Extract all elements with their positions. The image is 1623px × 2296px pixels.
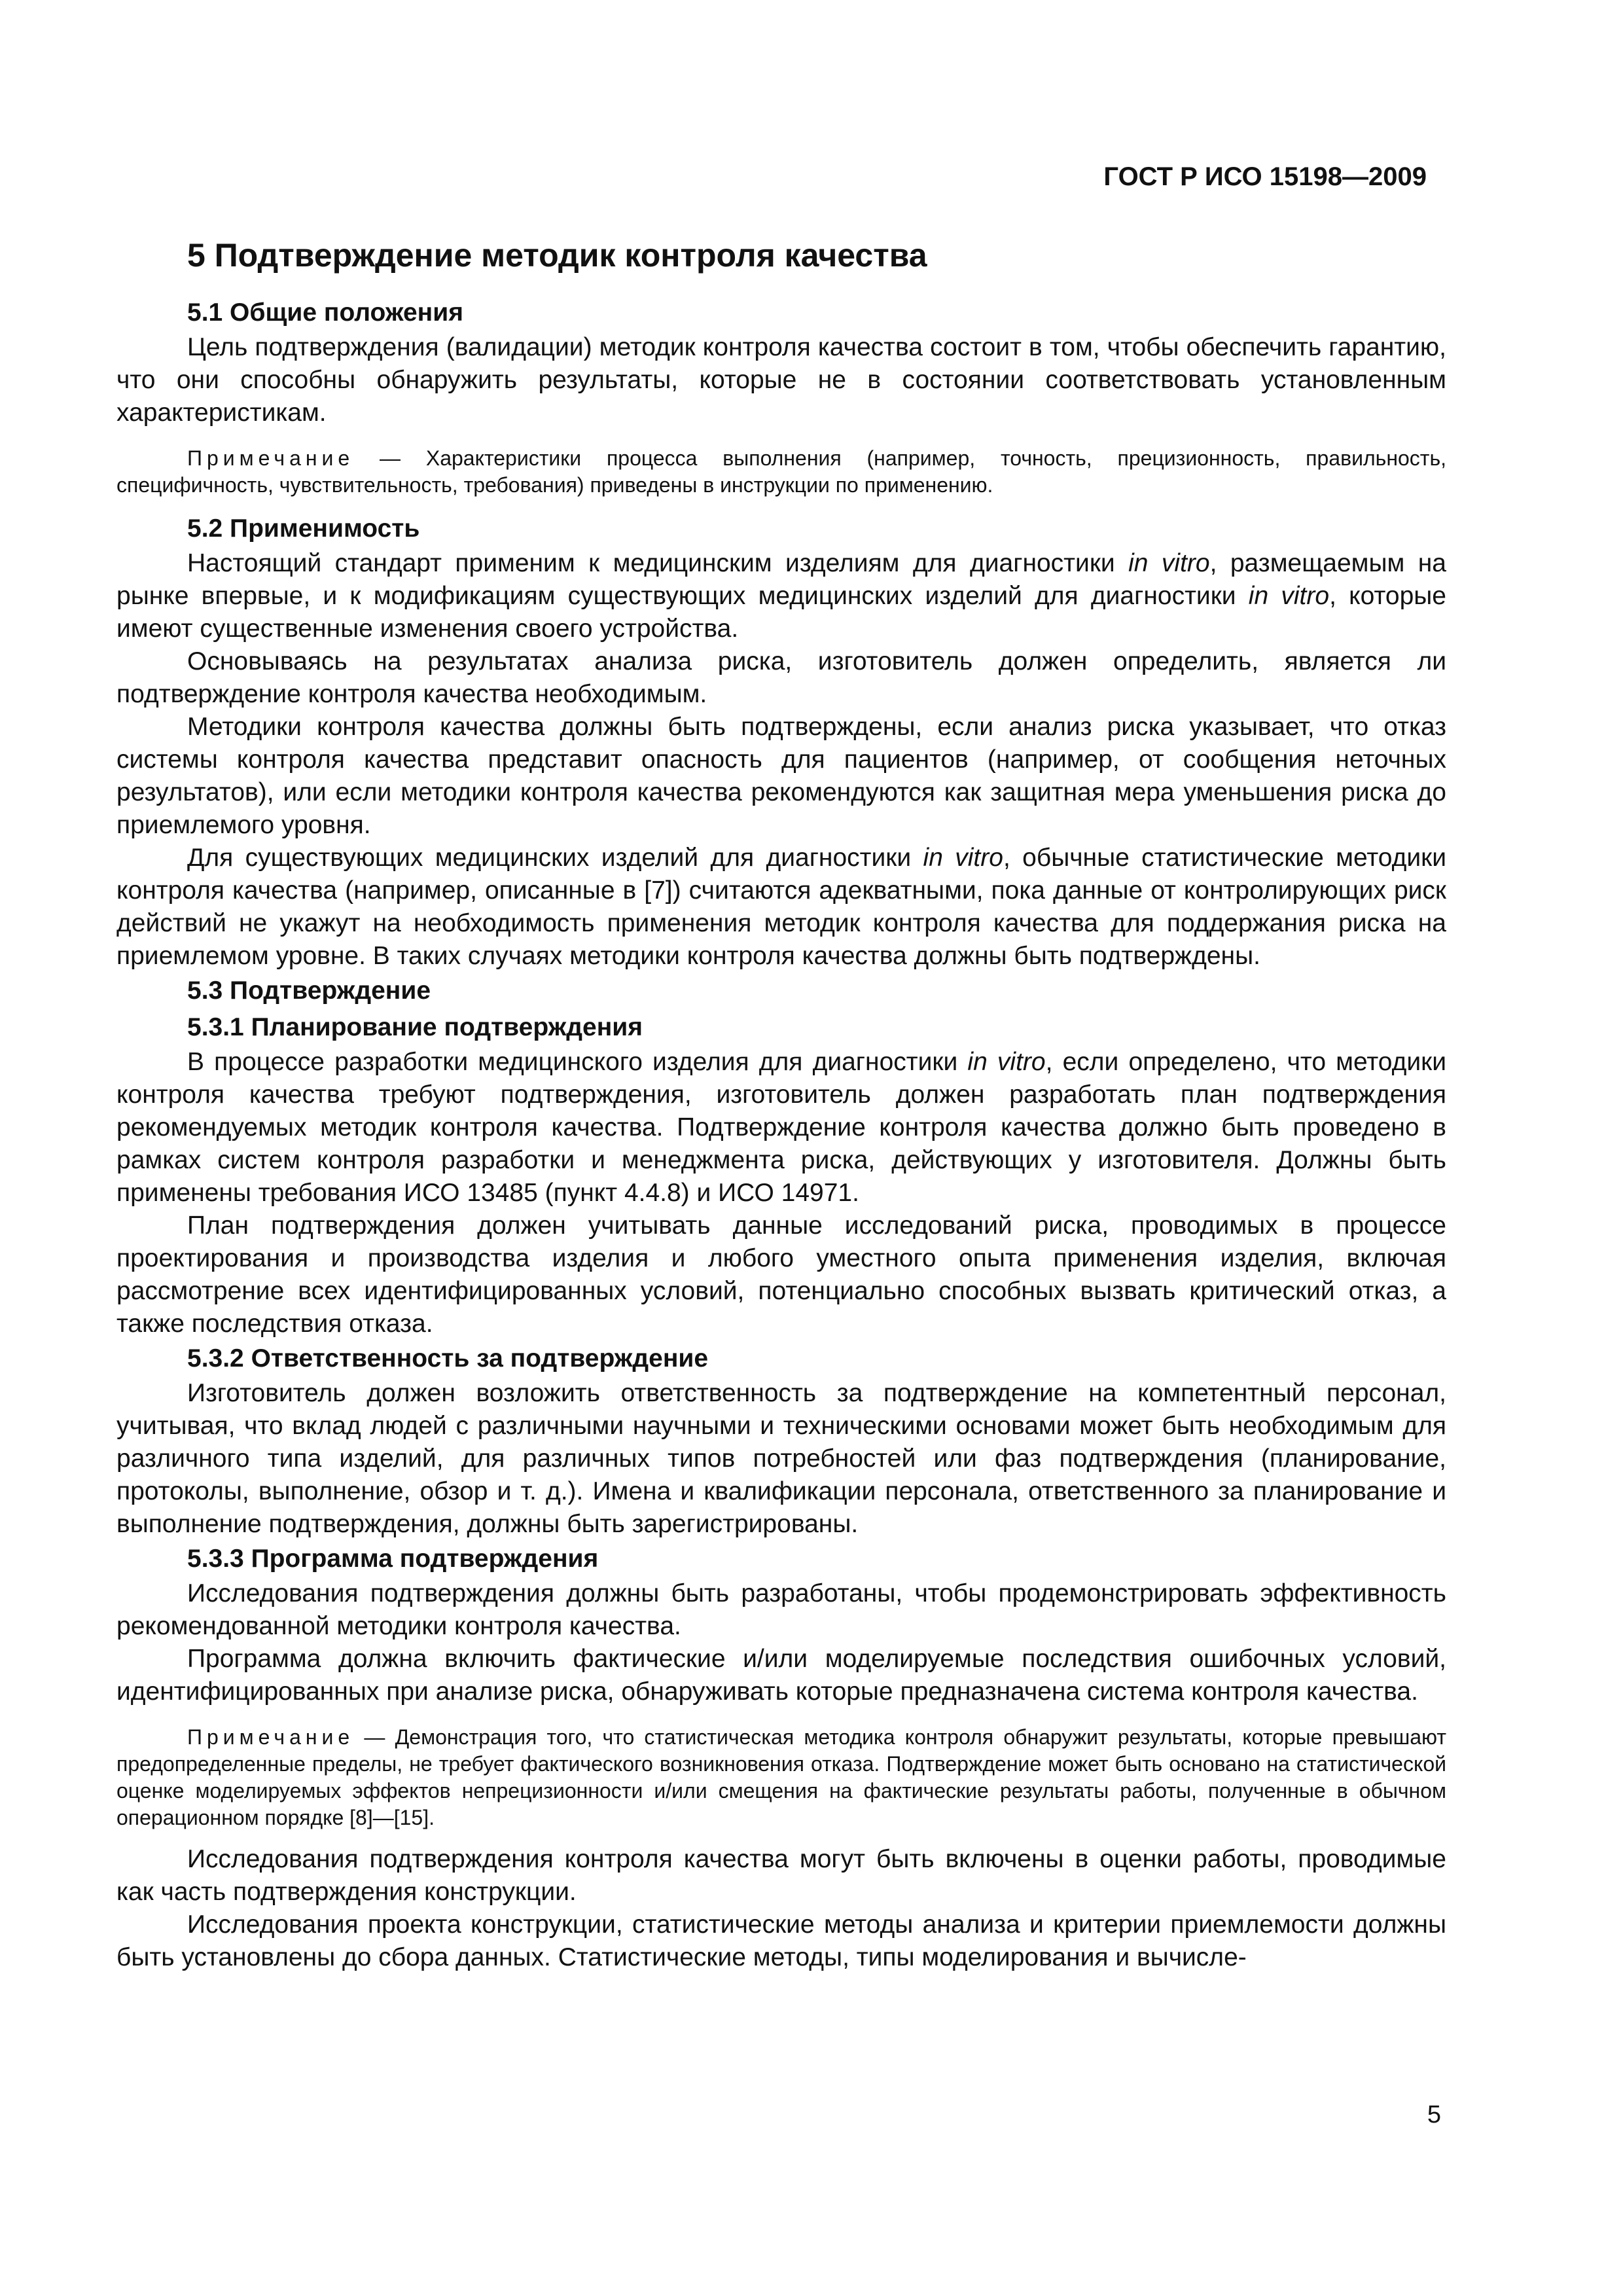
subsection-heading-5-3-1: 5.3.1 Планирование подтверждения bbox=[187, 1013, 643, 1041]
term-in-vitro: in vitro bbox=[1128, 549, 1210, 577]
note-text: — Характеристики процесса выполнения (например, точность, прецизионность, правильность, специфичность, чувствительность, требования) приведены в инструкции по применению. bbox=[116, 446, 1446, 497]
paragraph: Исследования подтверждения должны быть разработаны, чтобы продемонстрировать эффективность рекомендованной методики контроля качества. bbox=[116, 1579, 1446, 1640]
term-in-vitro: in vitro bbox=[967, 1048, 1046, 1076]
paragraph: Исследования проекта конструкции, статистические методы анализа и критерии приемлемости должны быть установлены до сбора данных. Статистические методы, типы моделирования и вычисле- bbox=[116, 1910, 1446, 1971]
note bbox=[116, 1724, 1446, 1831]
paragraph: Изготовитель должен возложить ответственность за подтверждение на компетентный персонал, учитывая, что вклад людей с различными научными и техническими основами может быть необходимым для различного типа изделий, для различных типов потребностей или фаз подтверждения (планирование, протоколы, выполнение, обзор и т. д.). Имена и квалификации персонала, ответственного за планирование и выполнение подтверждения, должны быть зарегистрированы. bbox=[116, 1379, 1446, 1538]
document-header: ГОСТ Р ИСО 15198—2009 bbox=[1103, 162, 1427, 191]
subsection-heading-5-3: 5.3 Подтверждение bbox=[187, 977, 431, 1005]
paragraph: Цель подтверждения (валидации) методик контроля качества состоит в том, чтобы обеспечить гарантию, что они способны обнаружить результаты, которые не в состоянии соответствовать установленным характеристикам. bbox=[116, 333, 1446, 427]
paragraph: Методики контроля качества должны быть подтверждены, если анализ риска указывает, что отказ системы контроля качества представит опасность для пациентов (например, от сообщения неточных результатов), или если методики контроля качества рекомендуются как защитная мера уменьшения риска до приемлемого уровня. bbox=[116, 713, 1446, 839]
paragraph: Для существующих медицинских изделий для диагностики in vitro, обычные статистические методики контроля качества (например, описанные в [7]) считаются адекватными, пока данные от контролирующих риск действий не укажут на необходимость применения методик контроля качества для поддержания риска на приемлемом уровне. В таких случаях методики контроля качества должны быть подтверждены. bbox=[116, 844, 1447, 970]
subsection-heading-5-2: 5.2 Применимость bbox=[187, 514, 420, 543]
subsection-heading-5-1: 5.1 Общие положения bbox=[187, 298, 463, 327]
term-in-vitro: in vitro bbox=[923, 844, 1003, 872]
term-in-vitro: in vitro bbox=[1248, 582, 1330, 610]
paragraph: План подтверждения должен учитывать данные исследований риска, проводимых в процессе проектирования и производства изделия и любого уместного опыта применения изделия, включая рассмотрение всех идентифицированных условий, потенциально способных вызвать критический отказ, а также последствия отказа. bbox=[116, 1211, 1446, 1338]
note-label: Примечание bbox=[187, 446, 355, 470]
paragraph: Настоящий стандарт применим к медицинским изделиям для диагностики in vitro, размещаемым на рынке впервые, и к модификациям существующих медицинских изделий для диагностики in vitro, которые имеют существенные изменения своего устройства. bbox=[116, 549, 1446, 643]
note-label: Примечание bbox=[187, 1725, 355, 1749]
page-number: 5 bbox=[1427, 2101, 1441, 2128]
paragraph: Исследования подтверждения контроля качества могут быть включены в оценки работы, проводимые как часть подтверждения конструкции. bbox=[116, 1845, 1446, 1906]
subsection-heading-5-3-2: 5.3.2 Ответственность за подтверждение bbox=[187, 1344, 709, 1372]
section-title: 5 Подтверждение методик контроля качества bbox=[187, 237, 927, 274]
subsection-heading-5-3-3: 5.3.3 Программа подтверждения bbox=[187, 1545, 599, 1573]
note bbox=[116, 445, 1446, 499]
paragraph: Основываясь на результатах анализа риска, изготовитель должен определить, является ли подтверждение контроля качества необходимым. bbox=[116, 647, 1446, 708]
note-text: — Демонстрация того, что статистическая методика контроля обнаружит результаты, которые превышают предопределенные пределы, не требует фактического возникновения отказа. Подтверждение может быть основано на статистической оценке моделируемых эффектов непрецизионности и/или смещения на фактические результаты работы, полученные в обычном операционном порядке [8]—[15]. bbox=[116, 1725, 1446, 1829]
paragraph: В процессе разработки медицинского изделия для диагностики in vitro, если определено, что методики контроля качества требуют подтверждения, изготовитель должен разработать план подтверждения рекомендуемых методик контроля качества. Подтверждение контроля качества должно быть проведено в рамках систем контроля разработки и менеджмента риска, действующих у изготовителя. Должны быть применены требования ИСО 13485 (пункт 4.4.8) и ИСО 14971. bbox=[116, 1048, 1447, 1207]
paragraph: Программа должна включить фактические и/или моделируемые последствия ошибочных условий, идентифицированных при анализе риска, обнаруживать которые предназначена система контроля качества. bbox=[116, 1645, 1446, 1706]
page-content bbox=[116, 236, 1446, 1974]
